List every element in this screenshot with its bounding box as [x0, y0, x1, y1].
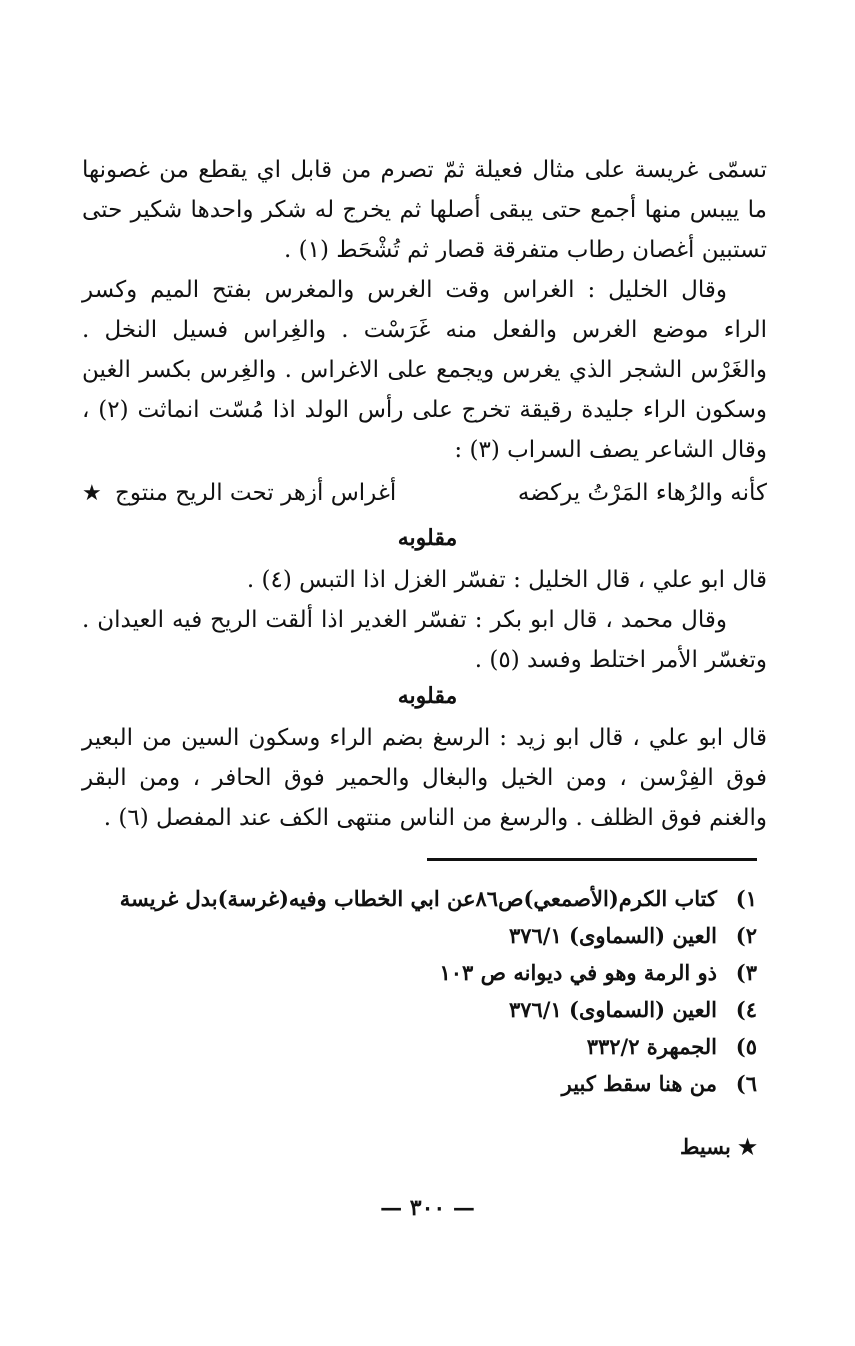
- paragraph: قال ابو علي ، قال الخليل : تفسّر الغزل اذا التبس (٤) .: [246, 567, 767, 593]
- paragraph: تسمّى غريسة على مثال فعيلة ثمّ تصرم من قابل اي يقطع من غصونها ما ييبس منها أجمع حتى يبقى أصلها ثم يخرج له شكر واحدها شكير حتى تستبين أغصان رطاب متفرقة قصار ثم تُشْحَط (١) .: [82, 157, 767, 263]
- section-heading: مقلوبه: [397, 683, 458, 709]
- footnote: [82, 954, 757, 991]
- footnote-text: كتاب الكرم(الأصمعي)ص٨٦عن ابي الخطاب وفيه(غرسة)بدل غريسة: [119, 886, 717, 911]
- paragraph: وقال الخليل : الغراس وقت الغرس والمغرس بفتح الميم وكسر الراء موضع الغرس والفعل منه غَرَسْت . والغِراس فسيل النخل . والغَرْس الشجر الذي يغرس ويجمع على الاغراس . والغِرس بكسر الغين وسكون الراء جليدة رقيقة تخرج على رأس الولد اذا مُسّت انماثت (٢) ، وقال الشاعر يصف السراب (٣) :: [82, 277, 767, 463]
- footnote-divider: [427, 858, 757, 861]
- footnote-text: من هنا سقط كبير: [561, 1071, 717, 1096]
- footnote: [82, 1028, 757, 1065]
- main-text: [82, 150, 767, 470]
- poetry-verse: [82, 473, 767, 513]
- footnote-number: ١): [735, 886, 757, 911]
- footnote-number: ٥): [735, 1034, 757, 1059]
- footnote-text: العين (السماوى) ٣٧٦/١: [508, 997, 717, 1022]
- paragraph: وقال محمد ، قال ابو بكر : تفسّر الغدير اذا ألقت الريح فيه العيدان . وتغسّر الأمر اختلط وفسد (٥) .: [82, 607, 767, 673]
- paragraph: قال ابو علي ، قال ابو زيد : الرسغ بضم الراء وسكون السين من البعير فوق الفِرْسن ، ومن الخيل والبغال والحمير فوق الحافر ، ومن البقر والغنم فوق الظلف . والرسغ من الناس منتهى الكف عند المفصل (٦) .: [82, 725, 768, 831]
- page-number: — ٣٠٠ —: [380, 1195, 475, 1221]
- meter-note: ★ بسيط: [680, 1134, 757, 1159]
- footnote-number: ٣): [735, 960, 757, 985]
- footnotes: [82, 880, 757, 1102]
- section-text: [82, 718, 767, 838]
- section-heading: مقلوبه: [397, 525, 458, 551]
- footnote-text: الجمهرة ٣٣٢/٢: [586, 1034, 717, 1059]
- footnote-number: ٤): [735, 997, 757, 1022]
- footnote-number: ٢): [735, 923, 757, 948]
- verse-second-hemistich: أغراس أزهر تحت الريح منتوج: [115, 480, 397, 506]
- footnote: [82, 880, 757, 917]
- footnote: [82, 917, 757, 954]
- footnote-number: ٦): [735, 1071, 757, 1096]
- footnote-text: ذو الرمة وهو في ديوانه ص ١٠٣: [439, 960, 717, 985]
- star-icon: ★: [82, 481, 102, 506]
- verse-first-hemistich: كأنه والرُهاء المَرْتُ يركضه: [517, 480, 767, 506]
- footnote-text: العين (السماوى) ٣٧٦/١: [508, 923, 717, 948]
- footnote: [82, 1065, 757, 1102]
- footnote: [82, 991, 757, 1028]
- section-text: [82, 560, 767, 680]
